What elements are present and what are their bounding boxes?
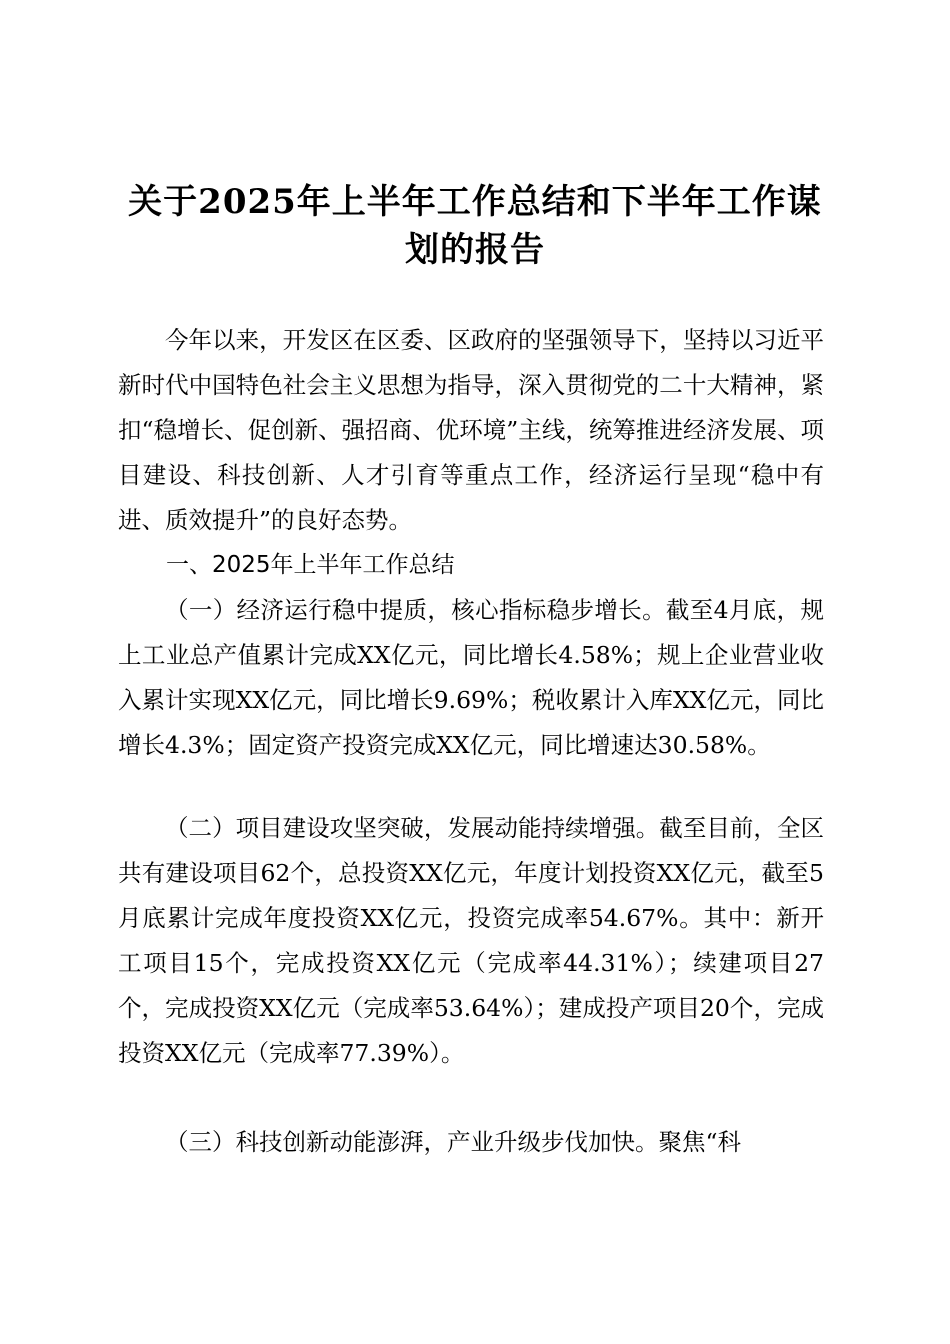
- title-line-1: 关于2025年上半年工作总结和下半年工作谋: [128, 182, 822, 222]
- intro-paragraph-block: [118, 318, 824, 543]
- paragraph-economy-block: [118, 588, 824, 768]
- document-title: [118, 178, 832, 274]
- title-line-2: 划的报告: [405, 230, 545, 270]
- paragraph-innovation-block: [118, 1120, 824, 1165]
- section-heading: 一、2025年上半年工作总结: [166, 552, 455, 578]
- paragraph-economy: （一）经济运行稳中提质，核心指标稳步增长。截至4月底，规上工业总产值累计完成XX亿元，同比增长4.58%；规上企业营业收入累计实现XX亿元，同比增长9.69%；税收累计入库XX亿元，同比增长4.3%；固定资产投资完成XX亿元，同比增速达30.58%。: [118, 596, 824, 759]
- paragraph-projects: （二）项目建设攻坚突破，发展动能持续增强。截至目前，全区共有建设项目62个，总投资XX亿元，年度计划投资XX亿元，截至5月底累计完成年度投资XX亿元，投资完成率54.67%。其中：新开工项目15个，完成投资XX亿元（完成率44.31%）；续建项目27个，完成投资XX亿元（完成率53.64%）；建成投产项目20个，完成投资XX亿元（完成率77.39%）。: [118, 814, 824, 1067]
- paragraph-innovation: （三）科技创新动能澎湃，产业升级步伐加快。聚焦“科: [165, 1128, 742, 1156]
- paragraph-projects-block: [118, 806, 824, 1076]
- intro-paragraph: 今年以来，开发区在区委、区政府的坚强领导下，坚持以习近平新时代中国特色社会主义思想为指导，深入贯彻党的二十大精神，紧扣“稳增长、促创新、强招商、优环境”主线，统筹推进经济发展、项目建设、科技创新、人才引育等重点工作，经济运行呈现“稳中有进、质效提升”的良好态势。: [118, 326, 824, 534]
